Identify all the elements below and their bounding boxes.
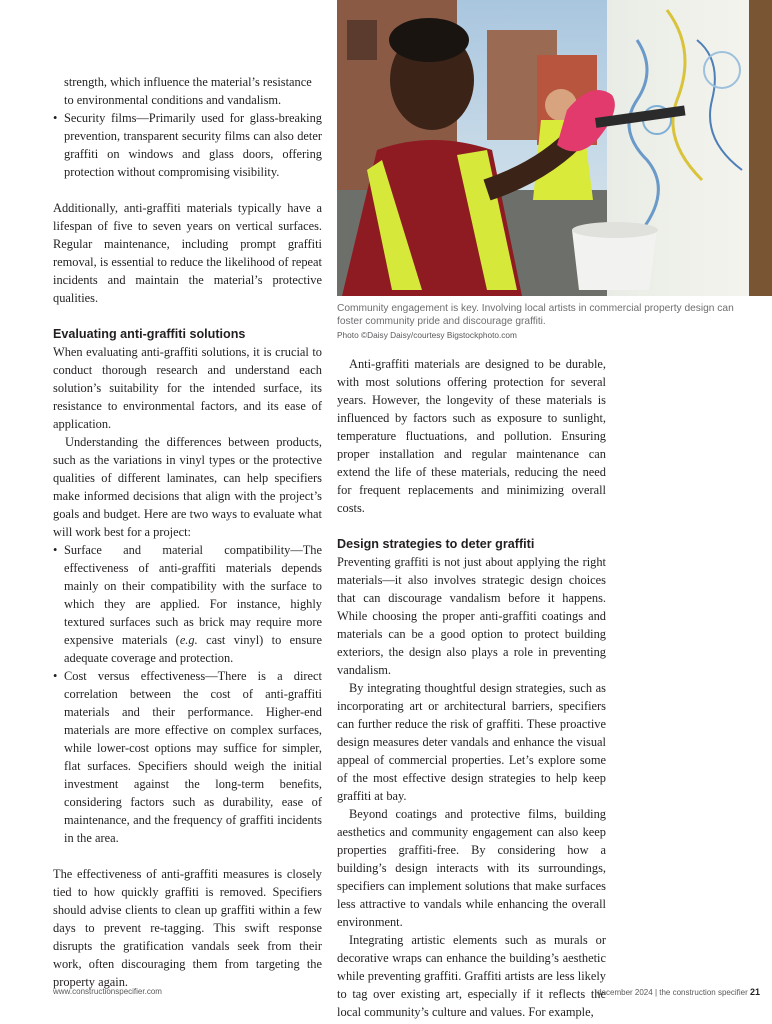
paragraph-design-1: Preventing graffiti is not just about applying the right materials—it also involves strategic design choices that can discourage vandalism before it happens. While choosing the proper anti-graffiti coatings and materials can be a good option to protect building exteriors, the design also plays a role in preventing vandalism.: [337, 555, 606, 677]
footer-folio: [597, 987, 760, 997]
security-bullet-list: [53, 109, 322, 181]
bullet-security-films: • Security films—Primarily used for glass-breaking prevention, transparent security films can also deter graffiti on windows and glass doors, offering protection without compromising visibility.: [53, 109, 322, 181]
right-column: [337, 355, 606, 1021]
paragraph-design-2: By integrating thoughtful design strategies, such as incorporating art or architectural barriers, specifiers can further reduce the risk of graffiti. These proactive design measures deter vandals and enhance the visual appeal of commercial properties. Let’s explore some of the most effective design strategies to help keep graffiti at bay.: [337, 681, 606, 803]
continued-line-2: to environmental conditions and vandalism.: [64, 93, 282, 107]
paragraph-evaluating-1: When evaluating anti-graffiti solutions, it is crucial to conduct thorough research and understand each solution’s suitability for the intended surface, its resistance to environmental factors, and its ease of application.: [53, 345, 322, 431]
bullet-compat-abbrev: e.g.: [179, 633, 198, 647]
bullet-cost-effectiveness: • Cost versus effectiveness—There is a direct correlation between the cost of anti-graffiti materials and their performance. Higher-end materials are more effective on complex surfaces, while lower-cost options may suffice for simpler, flat surfaces. Specifiers should weigh the initial investment against the long-term benefits, considering factors such as durability, ease of maintenance, and the frequency of graffiti incidents in the area.: [53, 667, 322, 847]
paragraph-evaluating-2: Understanding the differences between products, such as the variations in vinyl types or the protective qualities of different laminates, can help specifiers make informed decisions that align with the project’s goals and budget. Here are two ways to evaluate what will work best for a project:: [53, 435, 322, 539]
paragraph-durable: Anti-graffiti materials are designed to be durable, with most solutions offering protection for several years. However, the longevity of these materials is influenced by factors such as exposure to sunlight, temperature fluctuations, and pollution. Ensuring proper installation and regular maintenance can extend the life of these materials, reducing the need for frequent replacements and minimizing overall costs.: [337, 357, 606, 515]
photo-credit: Photo ©Daisy Daisy/courtesy Bigstockphoto.com: [337, 330, 517, 340]
photo-caption: Community engagement is key. Involving local artists in commercial property design can foster community pride and discourage graffiti.: [337, 303, 734, 327]
footer-magazine: the construction specifier: [659, 988, 748, 997]
continued-line-1: strength, which influence the material’s resistance: [64, 75, 312, 89]
page-footer: [53, 985, 760, 999]
photo-caption-block: [337, 302, 757, 341]
left-column: [53, 73, 322, 991]
footer-website-link[interactable]: www.constructionspecifier.com: [53, 987, 162, 996]
evaluation-bullet-list: [53, 541, 322, 847]
paragraph-design-3: Beyond coatings and protective films, building aesthetics and community engagement can also keep properties graffiti-free. By considering how a building’s design interacts with its surroundings, specifiers can implement solutions that make surfaces less attractive to vandals while enhancing the overall environment.: [337, 807, 606, 929]
page-number: 21: [749, 987, 760, 997]
heading-design-strategies: Design strategies to deter graffiti: [337, 537, 535, 551]
bullet-surface-compatibility: [53, 541, 322, 667]
footer-issue: december 2024: [597, 988, 653, 997]
paragraph-lifespan: Additionally, anti-graffiti materials typically have a lifespan of five to seven years on vertical surfaces. Regular maintenance, including prompt graffiti removal, is essential to reduce the likelihood of repeat incidents and maintain the material’s protective qualities.: [53, 201, 322, 305]
footer-separator: |: [654, 988, 658, 997]
bullet-compat-text-a: Surface and material compatibility—The effectiveness of anti-graffiti materials depends mainly on their compatibility with the surface to which they are applied. For instance, highly textured surfaces such as brick may require more expensive materials (: [64, 543, 322, 647]
heading-evaluating: Evaluating anti-graffiti solutions: [53, 327, 246, 341]
paragraph-removal: The effectiveness of anti-graffiti measures is closely tied to how quickly graffiti is removed. Specifiers should advise clients to clean up graffiti within a few days to prevent re-tagging. This swift response disrupts the gratification vandals seek from their work, often discouraging them from targeting the property again.: [53, 867, 322, 989]
bullet-compat-text-b: cast vinyl) to ensure adequate coverage and protection.: [64, 633, 322, 665]
paragraph-design-4: Integrating artistic elements such as murals or decorative wraps can enhance the building’s aesthetic while preventing graffiti. Graffiti artists are less likely to tag over existing art, especially if it reflects the local community’s culture and values. For example,: [337, 933, 606, 1019]
photo-illustration: [337, 0, 772, 296]
mural-painting-photo: [337, 0, 772, 296]
